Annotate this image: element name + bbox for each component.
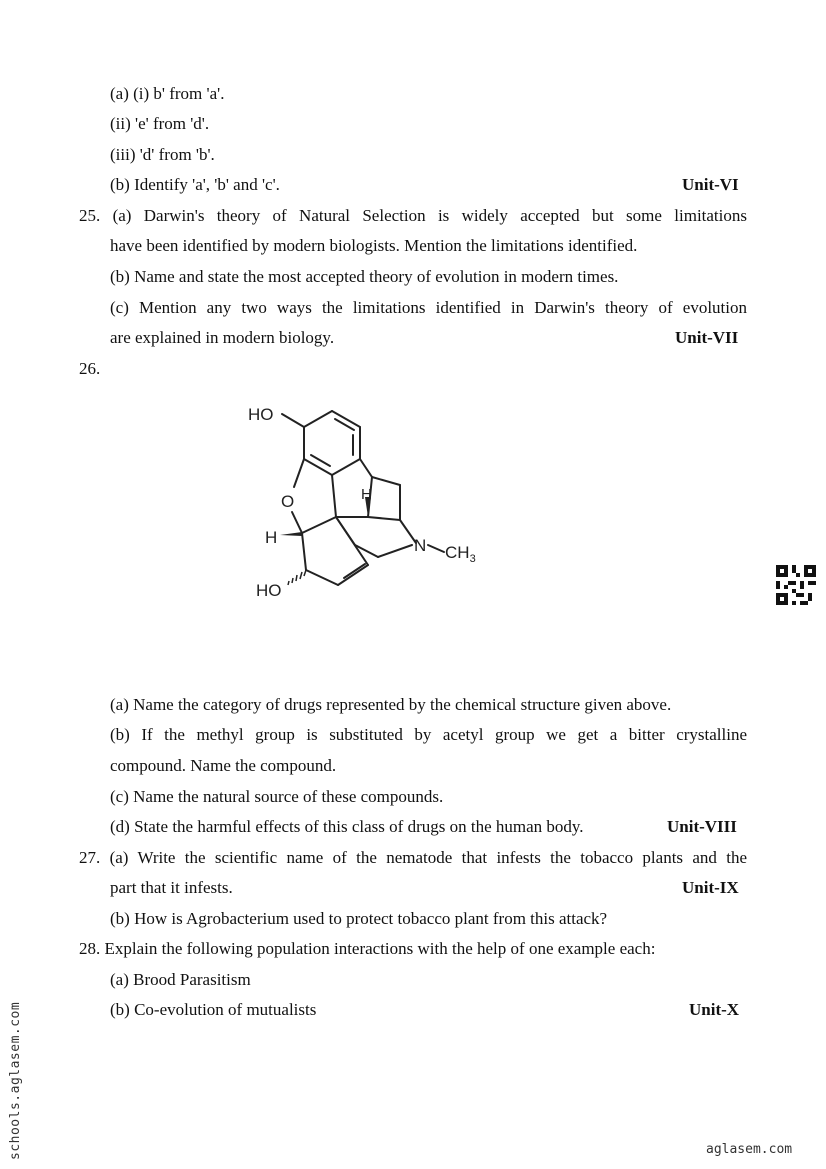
double-bond [335, 419, 354, 430]
q28-a: (a) Brood Parasitism [110, 970, 251, 989]
unit-label-vii: Unit-VII [675, 328, 739, 347]
bond [360, 459, 372, 477]
q27-b: (b) How is Agrobacterium used to protect tobacco plant from this attack? [110, 909, 608, 928]
q27-a-line1: 27. (a) Write the scientific name of the nematode that infests the tobacco plants and the [79, 848, 747, 867]
ch3-text: CH [445, 543, 470, 562]
bond [368, 517, 400, 520]
side-watermark: schools.aglasem.com [8, 1001, 23, 1160]
unit-label-ix: Unit-IX [682, 878, 739, 897]
q25-c-line2: are explained in modern biology. [110, 328, 335, 347]
bond [282, 414, 304, 427]
q26-number: 26. [79, 359, 101, 378]
q28-stem: 28. Explain the following population interactions with the help of one example each: [79, 939, 656, 958]
q24-a-i: (a) (i) b' from 'a'. [110, 84, 225, 103]
bond [332, 459, 360, 475]
atom-label: H [265, 528, 278, 547]
q28-b: (b) Co-evolution of mutualists [110, 1000, 317, 1019]
q27-a-line2: part that it infests. [110, 878, 233, 897]
unit-label-x: Unit-X [689, 1000, 740, 1019]
atom-label: HO [256, 581, 282, 600]
q26-b-line1: (b) If the methyl group is substituted by acetyl group we get a bitter crystalline [110, 725, 747, 744]
bond [336, 517, 355, 545]
bond [302, 517, 336, 533]
q26-c: (c) Name the natural source of these compounds. [110, 787, 444, 806]
q25-b: (b) Name and state the most accepted theory of evolution in modern times. [110, 267, 619, 286]
bond [294, 459, 304, 487]
bond [306, 570, 338, 585]
unit-label-vi: Unit-VI [682, 175, 739, 194]
q26-d: (d) State the harmful effects of this class of drugs on the human body. [110, 817, 584, 836]
bond [302, 533, 306, 570]
atom-label [445, 543, 476, 565]
unit-label-viii: Unit-VIII [667, 817, 737, 836]
footer-watermark: aglasem.com [706, 1142, 793, 1157]
q24-a-ii: (ii) 'e' from 'd'. [110, 114, 210, 133]
bond [338, 565, 368, 585]
bond [332, 475, 336, 517]
q26-a: (a) Name the category of drugs represented by the chemical structure given above. [110, 695, 672, 714]
q24-a-iii: (iii) 'd' from 'b'. [110, 145, 215, 164]
q25-c-line1: (c) Mention any two ways the limitations identified in Darwin's theory of evolution [110, 298, 747, 317]
ch3-subscript: 3 [469, 553, 476, 565]
bond [372, 477, 400, 485]
chemical-structure-diagram [240, 395, 500, 610]
atom-label: N [414, 536, 427, 555]
bond [378, 545, 412, 557]
atom-label: HO [248, 405, 274, 424]
bond [428, 545, 444, 552]
q24-b: (b) Identify 'a', 'b' and 'c'. [110, 175, 280, 194]
bond [304, 411, 332, 427]
q25-a-line2: have been identified by modern biologists. Mention the limitations identified. [110, 236, 638, 255]
q26-b-line2: compound. Name the compound. [110, 756, 337, 775]
bond [304, 459, 332, 475]
atom-label: O [281, 492, 295, 511]
qr-code-icon [776, 565, 816, 605]
wedge-bond [280, 532, 302, 536]
hashed-bond [288, 570, 306, 585]
q25-a-line1: 25. (a) Darwin's theory of Natural Selection is widely accepted but some limitations [79, 206, 747, 225]
bond [292, 512, 302, 533]
double-bond [344, 564, 365, 578]
atom-label: H [361, 486, 372, 503]
